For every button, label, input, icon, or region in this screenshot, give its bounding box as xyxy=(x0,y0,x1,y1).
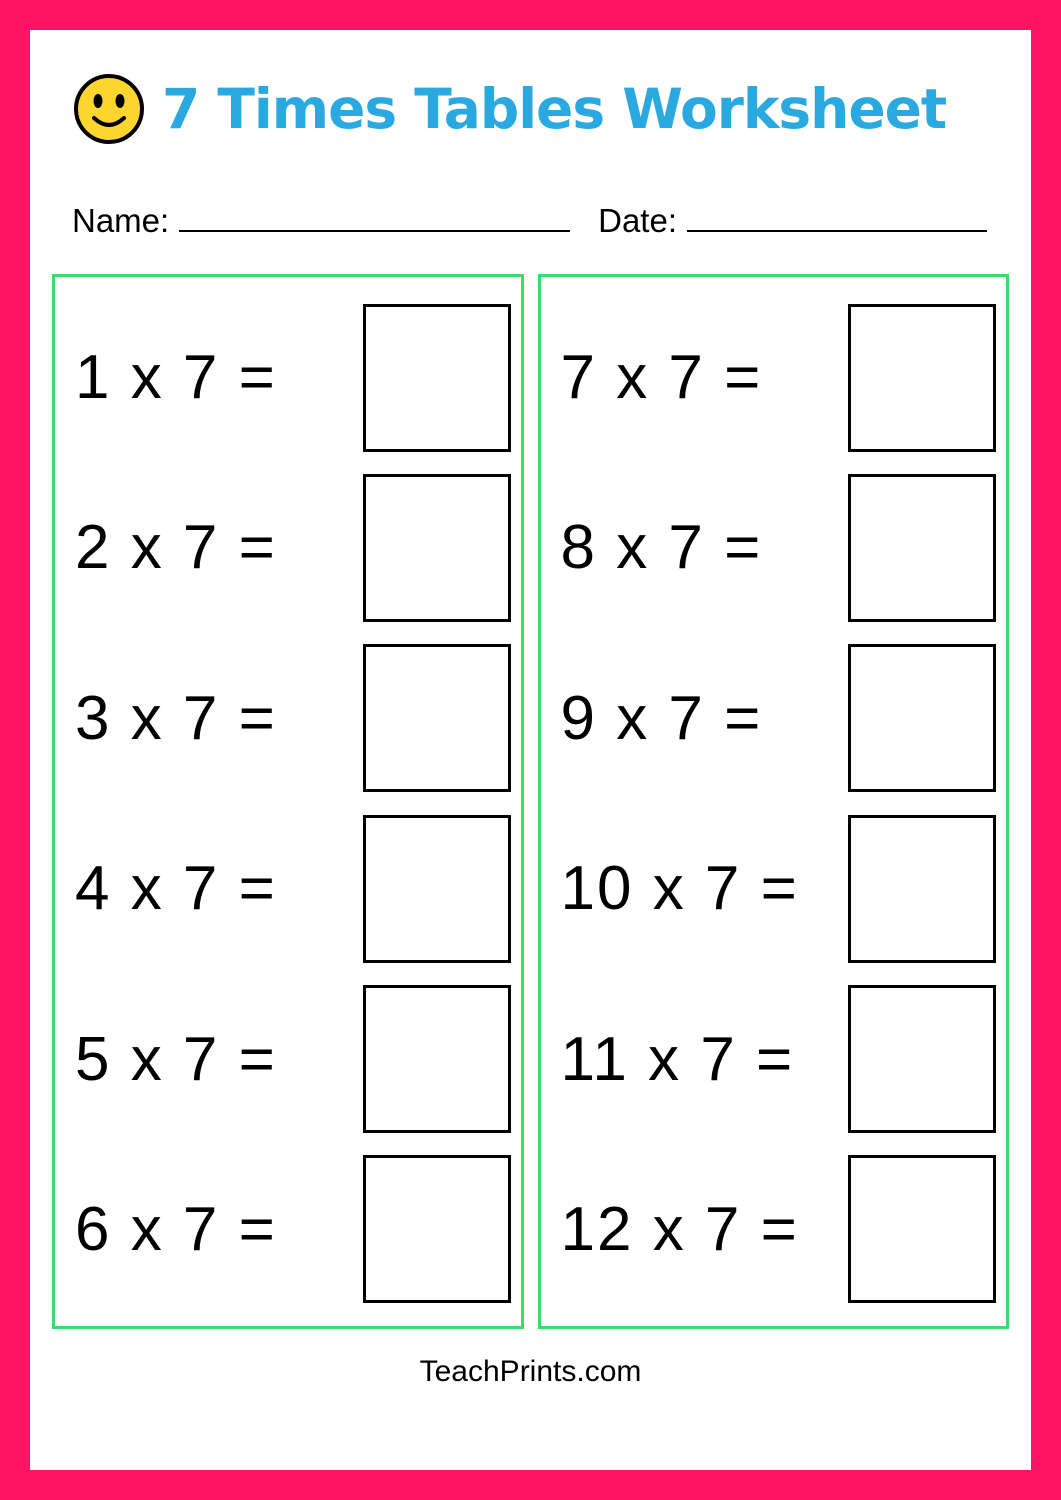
name-field-group xyxy=(72,202,576,240)
name-input[interactable] xyxy=(179,204,570,232)
problem-row xyxy=(541,295,1007,460)
problem-row xyxy=(55,806,521,971)
answer-box[interactable] xyxy=(363,644,511,792)
problem-expression: 9 x 7 = xyxy=(560,683,763,753)
problem-row xyxy=(541,636,1007,801)
problem-expression: 6 x 7 = xyxy=(75,1194,277,1264)
answer-box[interactable] xyxy=(848,644,996,792)
problem-row xyxy=(55,636,521,801)
worksheet-header xyxy=(30,30,1031,150)
problem-row xyxy=(55,295,521,460)
problem-expression: 5 x 7 = xyxy=(75,1024,277,1094)
problem-expression: 11 x 7 = xyxy=(560,1024,795,1094)
footer-credit: TeachPrints.com xyxy=(419,1355,642,1388)
problem-expression: 7 x 7 = xyxy=(560,343,763,412)
smiley-face-icon xyxy=(72,72,146,146)
problem-column-right xyxy=(538,274,1010,1329)
problem-expression: 3 x 7 = xyxy=(75,683,277,753)
answer-box[interactable] xyxy=(848,1155,996,1303)
problems-area xyxy=(30,240,1031,1329)
problem-row xyxy=(541,465,1007,630)
name-label: Name: xyxy=(72,202,170,239)
problem-row xyxy=(541,806,1007,971)
date-input[interactable] xyxy=(687,204,987,232)
answer-box[interactable] xyxy=(363,1155,511,1303)
problem-row xyxy=(541,1147,1007,1312)
date-field-group xyxy=(598,202,993,240)
problem-expression: 12 x 7 = xyxy=(560,1194,799,1264)
problem-expression: 2 x 7 = xyxy=(75,513,277,583)
problem-row xyxy=(55,465,521,630)
problem-row xyxy=(541,977,1007,1142)
problem-row xyxy=(55,1147,521,1312)
answer-box[interactable] xyxy=(848,304,996,452)
date-label: Date: xyxy=(598,202,677,239)
problem-expression: 4 x 7 = xyxy=(75,854,277,924)
problem-expression: 1 x 7 = xyxy=(75,343,277,412)
page-title: 7 Times Tables Worksheet xyxy=(162,77,947,141)
problem-expression: 10 x 7 = xyxy=(560,854,799,924)
answer-box[interactable] xyxy=(848,815,996,963)
problem-expression: 8 x 7 = xyxy=(560,513,763,583)
answer-box[interactable] xyxy=(363,815,511,963)
answer-box[interactable] xyxy=(848,474,996,622)
worksheet-page xyxy=(30,30,1031,1470)
answer-box[interactable] xyxy=(848,985,996,1133)
answer-box[interactable] xyxy=(363,985,511,1133)
student-info-row xyxy=(30,150,1031,240)
answer-box[interactable] xyxy=(363,474,511,622)
problem-column-left xyxy=(52,274,524,1329)
answer-box[interactable] xyxy=(363,304,511,452)
problem-row xyxy=(55,977,521,1142)
